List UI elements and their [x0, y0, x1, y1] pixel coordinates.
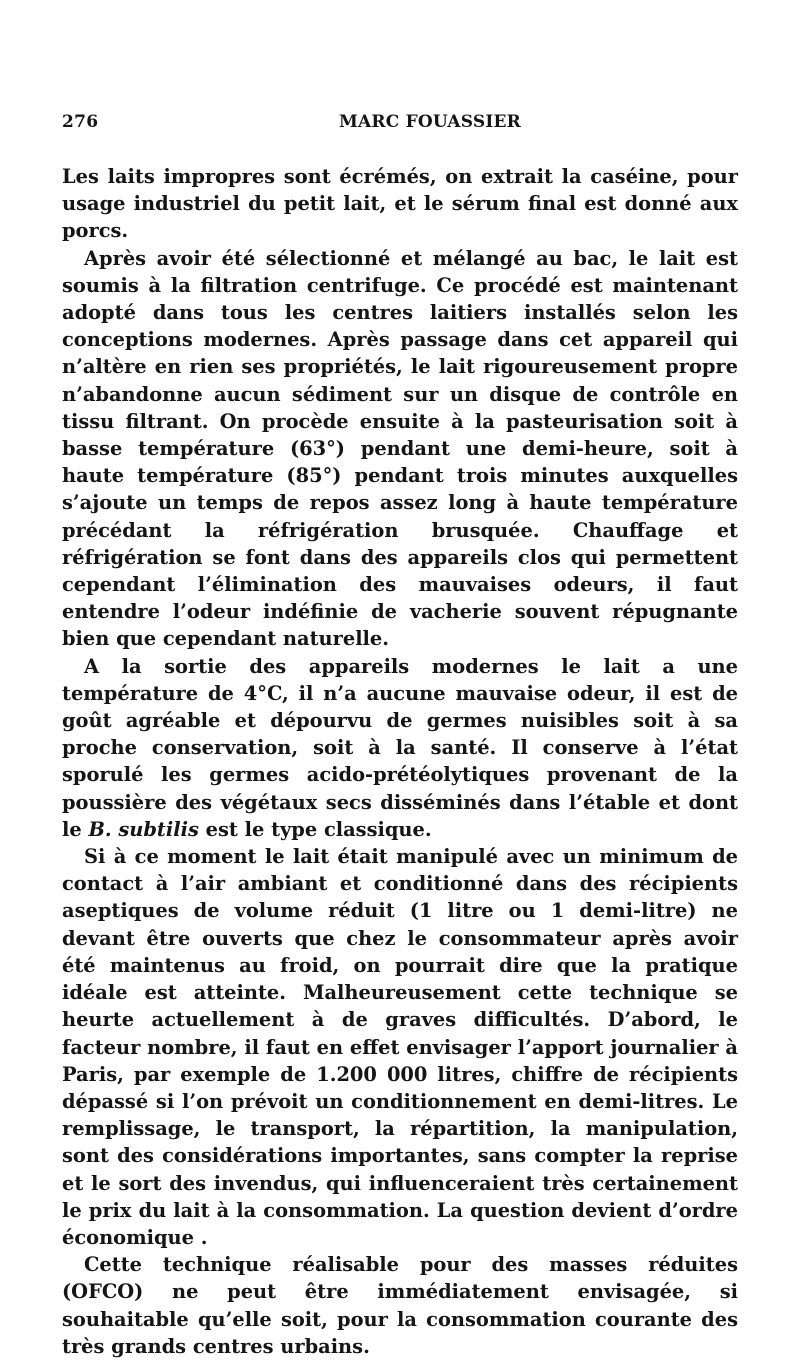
running-head	[62, 112, 738, 142]
paragraph-aseptic-packaging: Si à ce moment le lait était manipulé avec un minimum de contact à l’air ambiant et conditionné dans des récipients aseptiques de volume réduit (1 litre ou 1 demi-litre) ne devant être ouverts que chez le consommateur après avoir été maintenus au froid, on pourrait dire que la pratique idéale est atteinte. Malheureusement cette technique se heurte actuellement à de graves difficultés. D’abord, le facteur nombre, il faut en effet envisager l’apport journalier à Paris, par exemple de 1.200 000 litres, chiffre de récipients dépassé si l’on prévoit un conditionnement en demi-litres. Le remplissage, le transport, la répartition, la manipulation, sont des considérations importantes, sans compter la reprise et le sort des invendus, qui influenceraient très certainement le prix du lait à la consommation. La question devient d’ordre économique .	[62, 845, 738, 1249]
paragraph-conclusion: Cette technique réalisable pour des masses réduites (OFCO) ne peut être immédiatement envisagée, si souhaitable qu’elle soit, pour la consommation courante des très grands centres urbains.	[62, 1253, 738, 1358]
page-number: 276	[62, 112, 99, 132]
paragraph-modern-equipment-end: est le type classique.	[198, 817, 432, 841]
body-text	[62, 163, 738, 1360]
paragraph-filtration-pasteurisation: Après avoir été sélectionné et mélangé au bac, le lait est soumis à la filtration centrifuge. Ce procédé est maintenant adopté dans tous les centres laitiers installés selon les conceptions modernes. Après passage dans cet appareil qui n’altère en rien ses propriétés, le lait rigoureusement propre n’abandonne aucun sédiment sur un disque de contrôle en tissu filtrant. On procède ensuite à la pasteurisation soit à basse température (63°) pendant une demi-heure, soit à haute température (85°) pendant trois minutes auxquelles s’ajoute un temps de repos assez long à haute température précédant la réfrigération brusquée. Chauffage et réfrigération se font dans des appareils clos qui permettent cependant l’élimination des mauvaises odeurs, il faut entendre l’odeur indéfinie de vacherie souvent répugnante bien que cependant naturelle.	[62, 246, 738, 651]
paragraph-skimmed-milk: Les laits impropres sont écrémés, on extrait la caséine, pour usage industriel du petit lait, et le sérum final est donné aux porcs.	[62, 165, 738, 243]
running-title: MARC FOUASSIER	[339, 112, 521, 132]
paragraph-modern-equipment-text: A la sortie des appareils modernes le lait a une température de 4°C, il n’a aucune mauvaise odeur, il est de goût agréable et dépourvu de germes nuisibles soit à sa proche conservation, soit à la santé. Il conserve à l’état sporulé les germes acido-prétéolytiques provenant de la poussière des végétaux secs disséminés dans l’étable et dont le	[62, 654, 738, 841]
species-name: B. subtilis	[88, 817, 199, 841]
paragraph-modern-equipment	[62, 653, 738, 843]
